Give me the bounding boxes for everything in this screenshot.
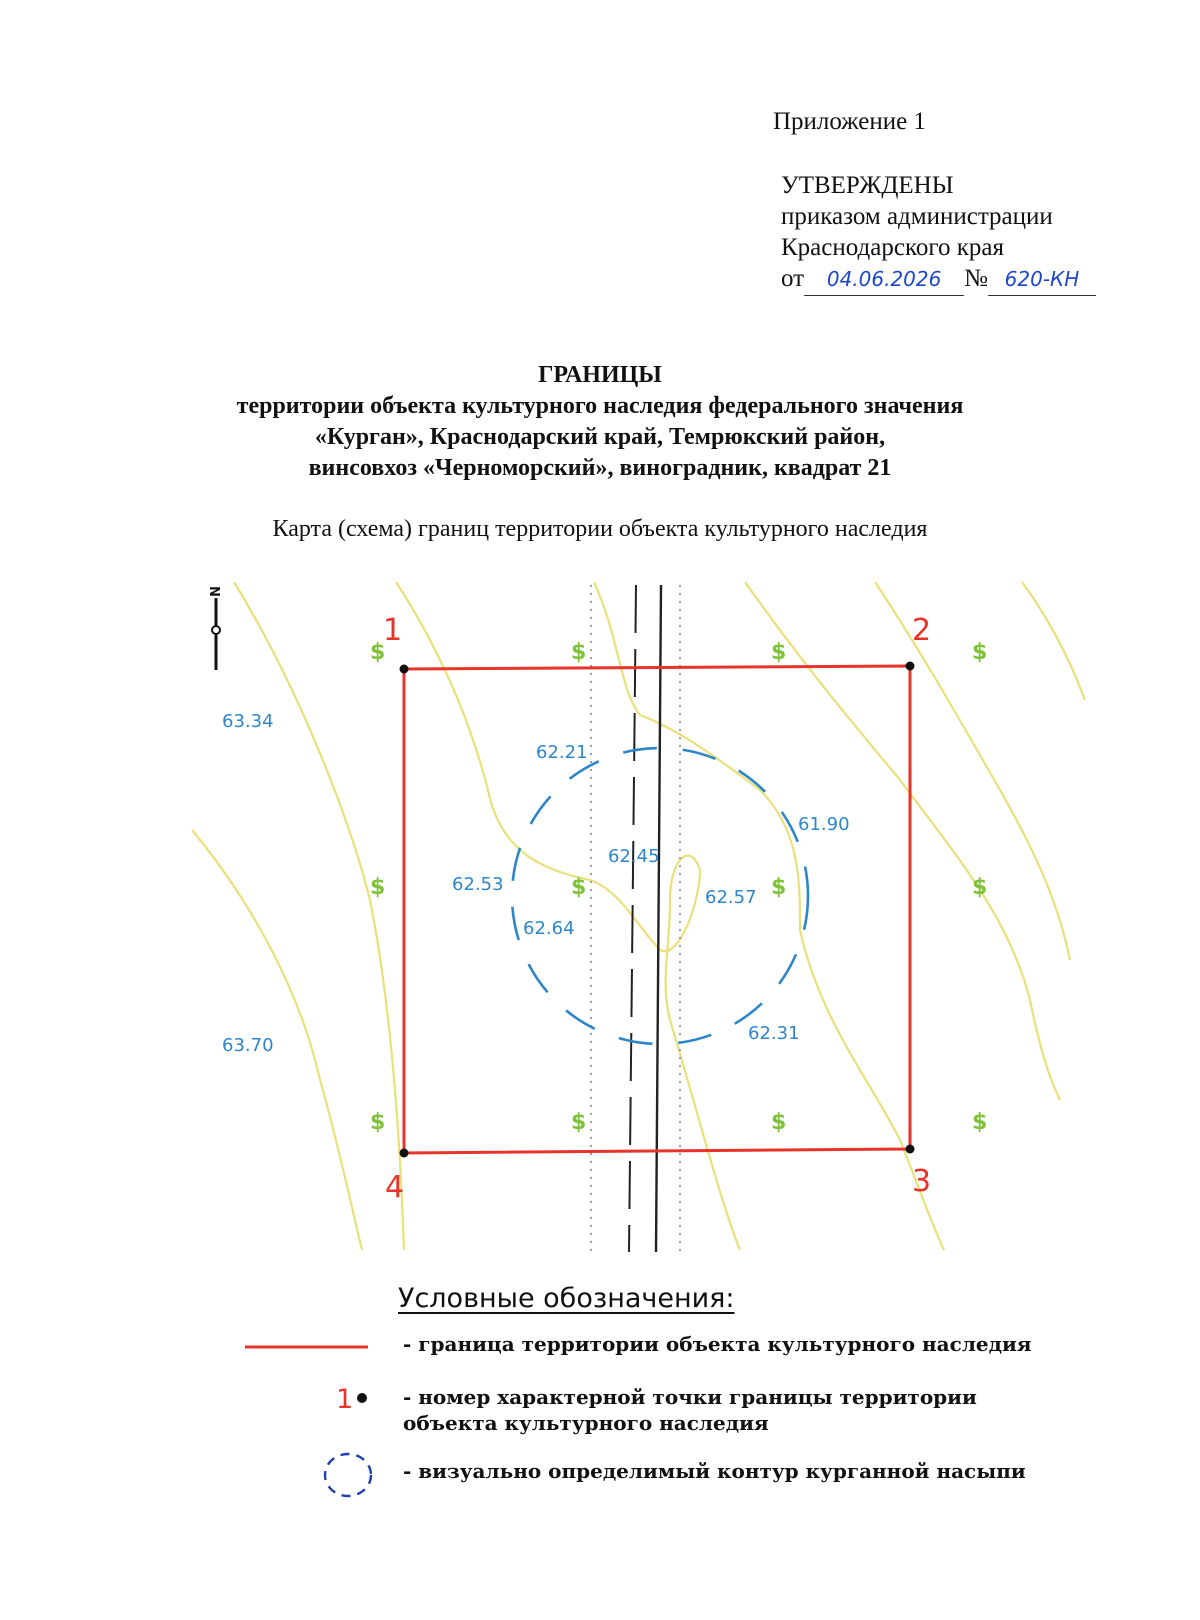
elevation-label: 62.45: [608, 846, 660, 867]
legend-mound-item: - визуально определимый контур курганной насыпи: [403, 1459, 1026, 1483]
north-label: N: [206, 586, 221, 597]
title-line-2: территории объекта культурного наследия федерального значения: [236, 393, 964, 419]
legend-point-marker: [357, 1393, 367, 1403]
elevation-label: 62.64: [523, 918, 575, 939]
approval-date: 04.06.2026: [804, 264, 964, 296]
elevation-label: 61.90: [798, 814, 850, 835]
vineyard-icon: $: [771, 875, 787, 900]
elevation-label: 62.21: [536, 742, 588, 763]
legend-mound-icon: [325, 1454, 371, 1496]
elevation-label: 63.34: [222, 711, 274, 732]
date-prefix: от: [781, 265, 805, 292]
vineyard-icon: $: [370, 875, 386, 900]
vineyard-icon: $: [972, 1110, 988, 1135]
contour-line: [192, 830, 362, 1250]
boundary-marker: [400, 1149, 409, 1158]
approval-number: 620-КН: [988, 264, 1096, 296]
title-line-4: винсовхоз «Черноморский», виноградник, квадрат 21: [308, 455, 892, 481]
contour-line: [1022, 582, 1085, 700]
boundary-marker: [906, 662, 915, 671]
elevation-label: 62.57: [705, 887, 757, 908]
legend-boundary-item: - граница территории объекта культурного наследия: [403, 1332, 1032, 1356]
approved-line-2: приказом администрации: [781, 203, 1053, 230]
legend-point-item: - номер характерной точки границы территории объекта культурного наследия: [403, 1385, 977, 1435]
elevation-label: 62.31: [748, 1023, 800, 1044]
elevation-label: 63.70: [222, 1035, 274, 1056]
elevation-label: 62.53: [452, 874, 504, 895]
legend-graphics: [245, 1347, 371, 1496]
approved-title: УТВЕРЖДЕНЫ: [781, 172, 954, 199]
title-line-1: ГРАНИЦЫ: [538, 362, 662, 388]
legend-point-digit: 1: [336, 1384, 354, 1415]
approved-line-3: Краснодарского края: [781, 234, 1004, 261]
vineyard-icon: $: [571, 640, 587, 665]
vineyard-icon: $: [571, 1110, 587, 1135]
appendix-label: Приложение 1: [773, 108, 926, 135]
contour-line: [234, 582, 404, 1250]
boundary-marker: [400, 665, 409, 674]
number-prefix: №: [964, 265, 988, 292]
elevation-labels: [222, 711, 850, 1056]
vineyard-icon: $: [771, 640, 787, 665]
point-label-1: 1: [383, 613, 403, 648]
vineyard-icon: $: [972, 875, 988, 900]
map-subtitle: Карта (схема) границ территории объекта культурного наследия: [272, 516, 928, 542]
north-arrow-icon: [206, 586, 221, 670]
boundary-marker: [906, 1145, 915, 1154]
vineyard-icon: $: [370, 640, 386, 665]
vineyard-icon: $: [972, 640, 988, 665]
contour-line: [875, 582, 1070, 960]
point-label-3: 3: [912, 1164, 932, 1199]
vineyard-icon: $: [571, 875, 587, 900]
point-label-4: 4: [385, 1170, 405, 1205]
vineyard-icon: $: [370, 1110, 386, 1135]
vineyard-icon: $: [771, 1110, 787, 1135]
point-label-2: 2: [912, 613, 932, 648]
title-line-3: «Курган», Краснодарский край, Темрюкский район,: [314, 424, 886, 450]
legend-title: Условные обозначения:: [398, 1283, 735, 1314]
